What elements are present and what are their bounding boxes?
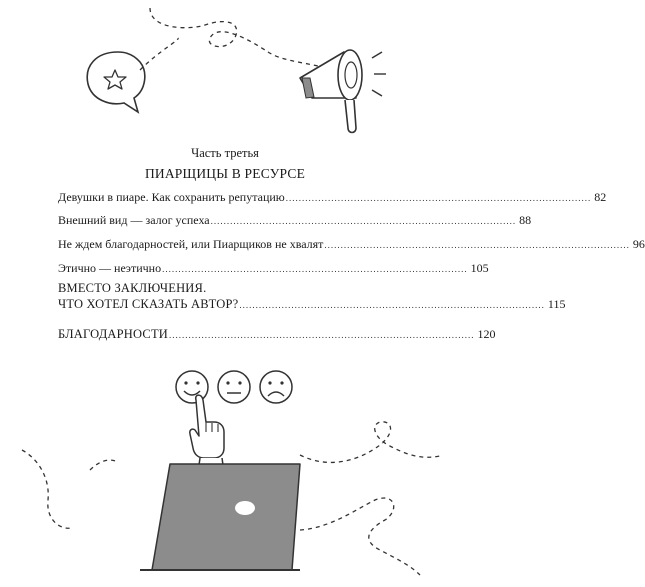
- dashed-path: [22, 450, 72, 528]
- toc-entry-title: Девушки в пиаре. Как сохранить репутацию: [58, 190, 285, 204]
- part-title: ПИАРЩИЦЫ В РЕСУРСЕ: [144, 166, 306, 181]
- leader-dots: ..............................................................................................: [324, 240, 630, 250]
- part-label: Часть третья: [191, 146, 259, 160]
- smiley-neutral-icon: [218, 371, 250, 403]
- toc-entry-page: 96: [632, 237, 645, 251]
- toc-entry[interactable]: [58, 190, 607, 205]
- chat-bubble-star-icon: [87, 52, 145, 112]
- dashed-path: [150, 8, 318, 66]
- toc-entry[interactable]: [58, 327, 496, 342]
- dashed-path: [300, 498, 420, 575]
- toc-entry-page: 120: [477, 327, 496, 341]
- bottom-illustration: [0, 360, 450, 587]
- toc-entry-title: ЧТО ХОТЕЛ СКАЗАТЬ АВТОР?: [58, 297, 239, 311]
- smiley-sad-icon: [260, 371, 292, 403]
- toc-entry-page: 115: [547, 297, 566, 311]
- laptop-icon: [140, 464, 300, 570]
- dashed-path: [140, 38, 178, 70]
- leader-dots: ..............................................................................................: [239, 300, 545, 310]
- toc-entry-title: Не ждем благодарностей, или Пиарщиков не хвалят: [58, 237, 324, 251]
- toc-entry[interactable]: [58, 297, 566, 312]
- toc-entry-page: 105: [470, 261, 489, 275]
- dashed-path: [300, 422, 440, 463]
- toc-entry-title: БЛАГОДАРНОСТИ: [58, 327, 169, 341]
- dashed-path: [90, 460, 118, 470]
- table-of-contents: [58, 190, 645, 350]
- leader-dots: ..............................................................................................: [169, 330, 475, 340]
- toc-entry-page: 82: [594, 190, 607, 204]
- toc-entry-title: Внешний вид — залог успеха: [58, 213, 210, 227]
- leader-dots: ..............................................................................................: [210, 216, 517, 226]
- toc-entry-title: Этично — неэтично: [58, 261, 162, 275]
- top-illustration: [0, 0, 450, 140]
- leader-dots: ..............................................................................................: [285, 193, 592, 203]
- toc-entry[interactable]: [58, 261, 489, 276]
- toc-entry-page: 88: [519, 213, 532, 227]
- toc-entry-title-line1: ВМЕСТО ЗАКЛЮЧЕНИЯ.: [58, 281, 207, 295]
- toc-entry[interactable]: [58, 213, 532, 228]
- toc-entry[interactable]: [58, 237, 645, 252]
- megaphone-icon: [300, 50, 386, 133]
- leader-dots: ..............................................................................................: [162, 264, 468, 274]
